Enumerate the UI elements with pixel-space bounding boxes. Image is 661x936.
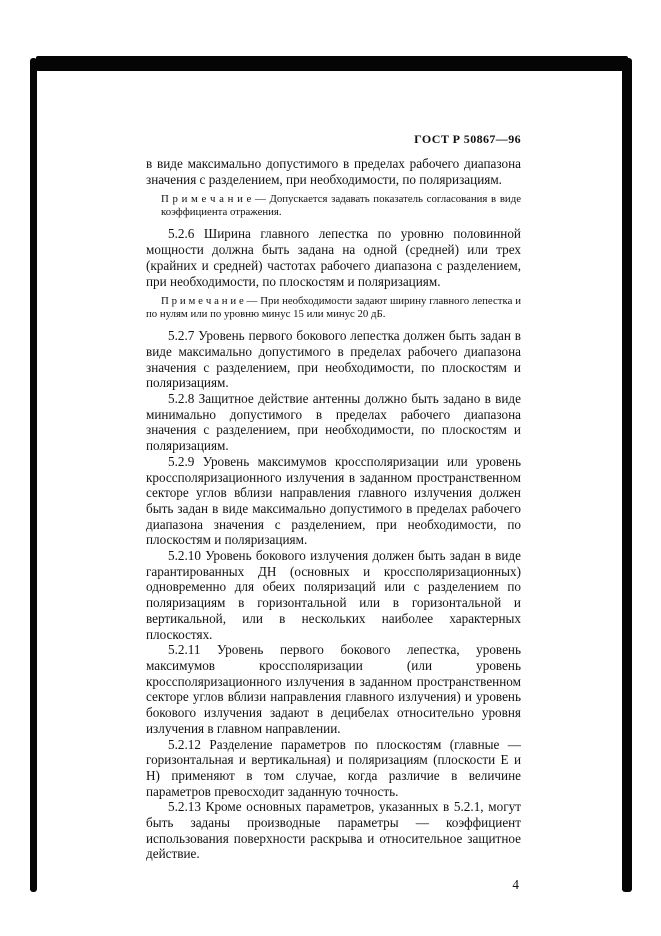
scan-edge-right: [622, 58, 632, 892]
paragraph-5-2-11: 5.2.11 Уровень первого бокового лепестка, уровень максимумов кроссполяризации (или уровень кроссполяризационного излучения в заданном пространственном секторе углов вблизи направления главного излучения) и уровень бокового излучения задают в децибелах относительно уровня излучения в главном направлении.: [146, 642, 521, 736]
page-number: 4: [512, 877, 519, 893]
paragraph-5-2-8: 5.2.8 Защитное действие антенны должно быть задано в виде минимально допустимого в пределах рабочего диапазона значения с разделением, при необходимости, по плоскостям и поляризациям.: [146, 391, 521, 454]
paragraph-5-2-10: 5.2.10 Уровень бокового излучения должен быть задан в виде гарантированных ДН (основных и кроссполяризационных) одновременно для обеих поляризаций или с разделением по поляризациям в горизонтальной или в горизонтальной и вертикальной, или в нескольких наиболее характерных плоскостях.: [146, 548, 521, 642]
paragraph-5-2-9: 5.2.9 Уровень максимумов кроссполяризации или уровень кроссполяризационного излучения в заданном пространственном секторе углов вблизи направления главного излучения должен быть задан в виде максимально допустимого в пределах рабочего диапазона значения с разделением, при необходимости, по плоскостям и поляризациям.: [146, 453, 521, 548]
note-2: П р и м е ч а н и е — При необходимости задают ширину главного лепестка и по нулям или по уровню минус 15 или минус 20 дБ.: [146, 295, 521, 321]
paragraph-5-2-13: 5.2.13 Кроме основных параметров, указанных в 5.2.1, могут быть заданы производные параметры — коэффициент использования поверхности раскрыва и относительное защитное действие.: [146, 799, 521, 862]
paragraph-5-2-12: 5.2.12 Разделение параметров по плоскостям (главные — горизонтальная и вертикальная) и поляризациям (плоскости Е и Н) применяют в том случае, когда различие в величине параметров превосходит заданную точность.: [146, 736, 521, 799]
note-1: П р и м е ч а н и е — Допускается задавать показатель согласования в виде коэффициента отражения.: [161, 193, 521, 219]
text-column: [146, 132, 521, 893]
paragraph-5-2-6: 5.2.6 Ширина главного лепестка по уровню половинной мощности должна быть задана на одной (средней) или трех (крайних и средней) частотах рабочего диапазона с разделением, при необходимости, по плоскостям и поляризациям.: [146, 226, 521, 289]
paragraph-continuation: в виде максимально допустимого в пределах рабочего диапазона значения с разделением, при необходимости, по поляризациям.: [146, 156, 521, 187]
paragraph-5-2-7: 5.2.7 Уровень первого бокового лепестка должен быть задан в виде максимально допустимого в пределах рабочего диапазона значения с разделением, при необходимости, по плоскостям и поляризациям.: [146, 328, 521, 391]
running-header: ГОСТ Р 50867—96: [414, 132, 521, 146]
scan-edge-top: [36, 56, 628, 71]
scan-edge-left: [30, 58, 37, 892]
